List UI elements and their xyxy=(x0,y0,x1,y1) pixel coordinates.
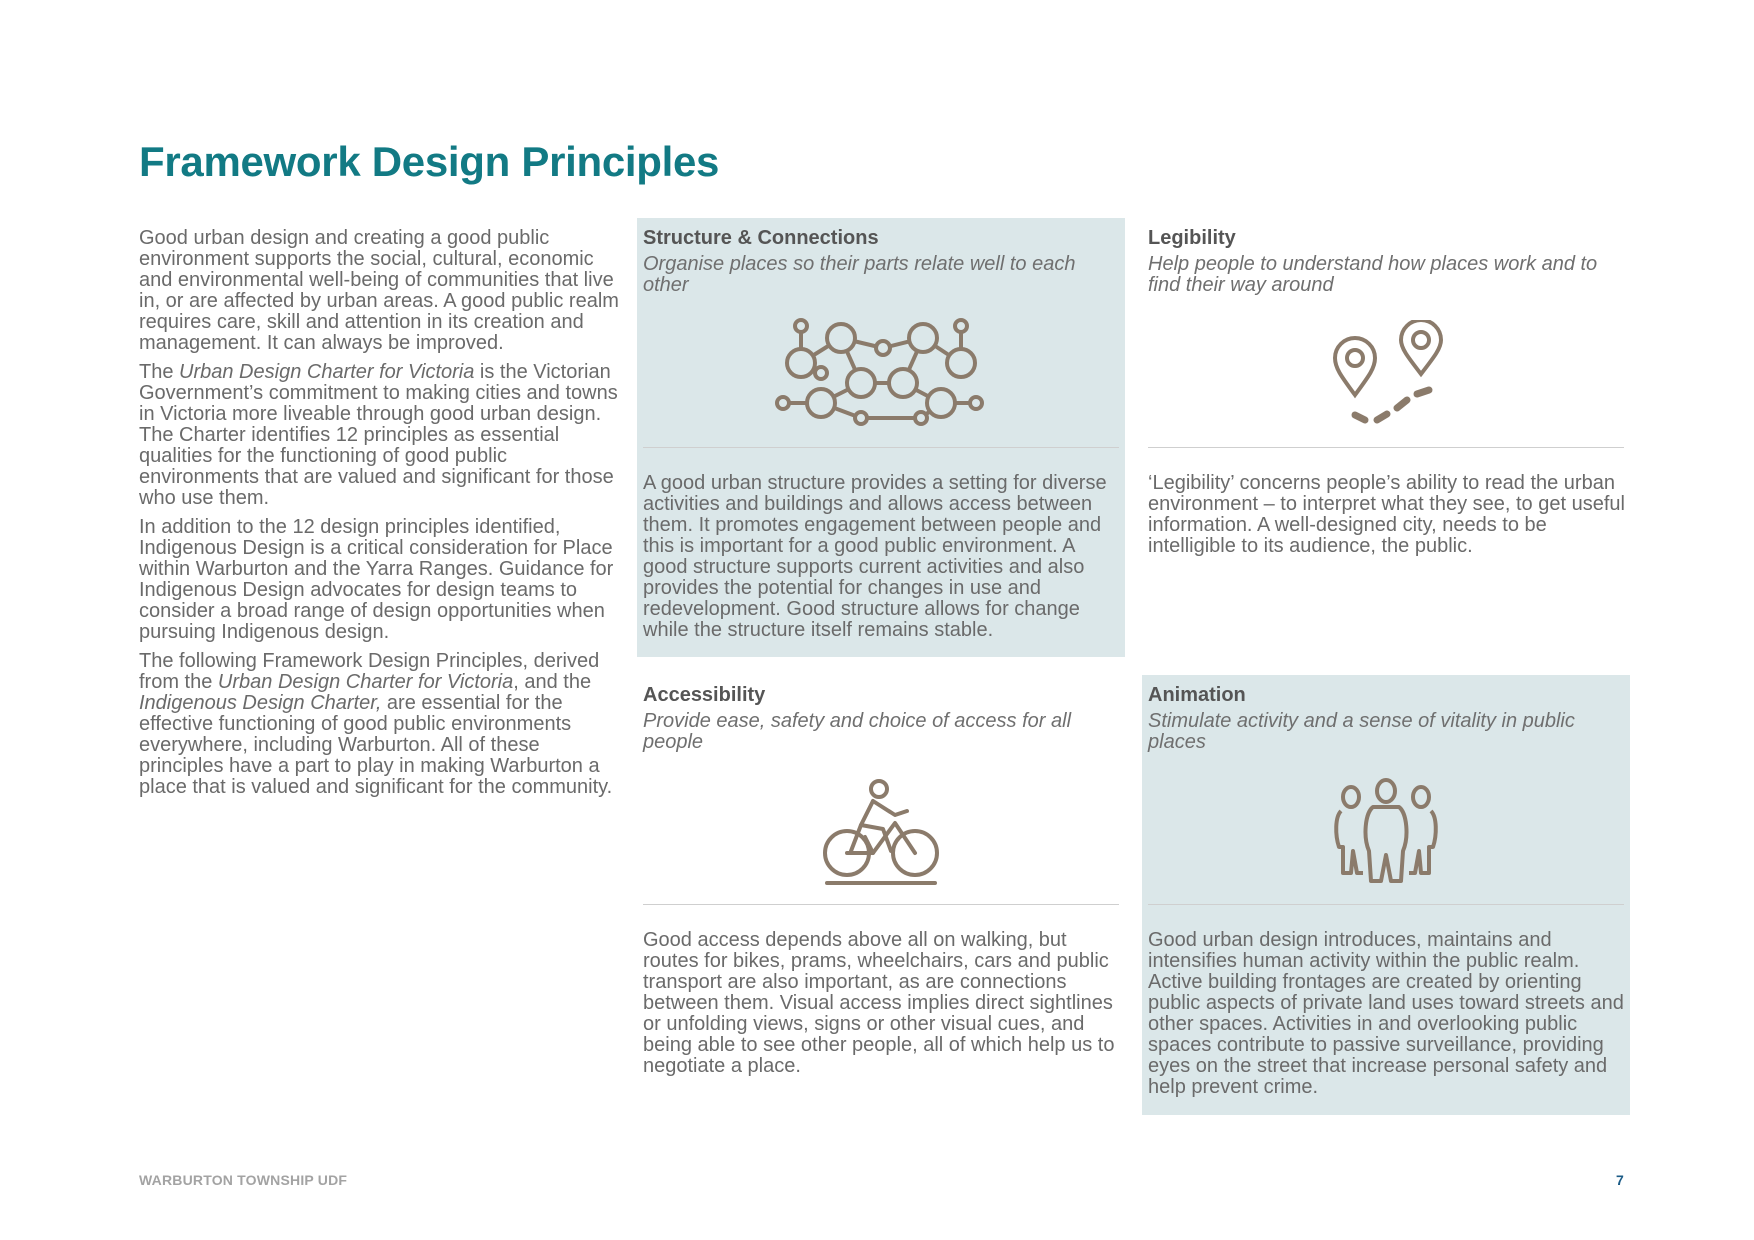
people-group-icon xyxy=(1142,777,1630,887)
divider xyxy=(643,447,1119,448)
document-name: WARBURTON TOWNSHIP UDF xyxy=(139,1172,348,1188)
intro-paragraph xyxy=(139,362,619,509)
intro-p2-pre: The xyxy=(139,361,180,383)
principle-title: Animation xyxy=(1148,684,1246,706)
intro-paragraph xyxy=(139,651,619,798)
intro-p4-b: , and the xyxy=(513,671,592,693)
intro-text xyxy=(139,228,619,806)
principle-body: Good access depends above all on walking, but routes for bikes, prams, wheelchairs, cars and public transport are also important, as are connections between them. Visual access implies direct sightlines or unfolding views, signs or other visual cues, and being able to see other people, all of which help us to negotiate a place. xyxy=(643,929,1115,1077)
principle-card-legibility xyxy=(1142,218,1630,657)
principle-subtitle: Stimulate activity and a sense of vitality in public places xyxy=(1148,710,1575,753)
page-title: Framework Design Principles xyxy=(139,138,720,185)
principle-body: A good urban structure provides a setting for diverse activities and buildings and allows access between them. It promotes engagement between people and this is important for a good public environment. A good structure supports current activities and also provides the potential for changes in use and redevelopment. Good structure allows for change while the structure itself remains stable. xyxy=(643,472,1107,641)
intro-p1: Good urban design and creating a good public environment supports the social, cultural, economic and environmental well-being of communities that live in, or are affected by urban areas. A good public realm requires care, skill and attention in its creation and management. It can always be improved. xyxy=(139,227,619,354)
divider xyxy=(643,904,1119,905)
principle-card-structure xyxy=(637,218,1125,657)
indigenous-charter-title: Indigenous Design Charter, xyxy=(139,692,382,714)
principle-title: Structure & Connections xyxy=(643,227,879,249)
principle-title: Legibility xyxy=(1148,227,1236,249)
map-pins-icon xyxy=(1142,320,1630,430)
principle-subtitle: Help people to understand how places work and to find their way around xyxy=(1148,253,1598,296)
cyclist-icon xyxy=(637,777,1125,887)
principle-title: Accessibility xyxy=(643,684,766,706)
intro-paragraph xyxy=(139,517,619,643)
principle-body: ‘Legibility’ concerns people’s ability to read the urban environment – to interpret what they see, to get useful information. A well-designed city, needs to be intelligible to its audience, the public. xyxy=(1148,472,1625,557)
principle-card-accessibility xyxy=(637,675,1125,1115)
intro-paragraph xyxy=(139,228,619,354)
divider xyxy=(1148,447,1624,448)
intro-p2-post: is the Victorian Government’s commitment to making cities and towns in Victoria more liveable through good urban design. The Charter identifies 12 principles as essential qualities for the functioning of good public environments that are valued and significant for those who use them. xyxy=(139,361,618,509)
principle-subtitle: Provide ease, safety and choice of access for all people xyxy=(643,710,1072,753)
page-number: 7 xyxy=(1616,1172,1624,1188)
principle-card-animation xyxy=(1142,675,1630,1115)
intro-p4-c: are essential for the effective functioning of good public environments everywhere, including Warburton. All of these principles have a part to play in making Warburton a place that is valued and significant for the community. xyxy=(139,692,613,798)
intro-p4-a: The following Framework Design Principles, derived from the xyxy=(139,650,600,693)
intro-p3: In addition to the 12 design principles identified, Indigenous Design is a critical consideration for Place within Warburton and the Yarra Ranges. Guidance for Indigenous Design advocates for design teams to consider a broad range of design opportunities when pursuing Indigenous design. xyxy=(139,516,614,643)
charter-title: Urban Design Charter for Victoria xyxy=(217,671,514,693)
principle-body: Good urban design introduces, maintains and intensifies human activity within the public realm. Active building frontages are created by orienting public aspects of private land uses toward streets and other spaces. Activities in and overlooking public spaces contribute to passive surveillance, providing eyes on the street that increase personal safety and help prevent crime. xyxy=(1148,929,1624,1098)
charter-title: Urban Design Charter for Victoria xyxy=(179,361,475,383)
divider xyxy=(1148,904,1624,905)
network-icon xyxy=(637,318,1125,428)
principle-subtitle: Organise places so their parts relate well to each other xyxy=(643,253,1076,296)
